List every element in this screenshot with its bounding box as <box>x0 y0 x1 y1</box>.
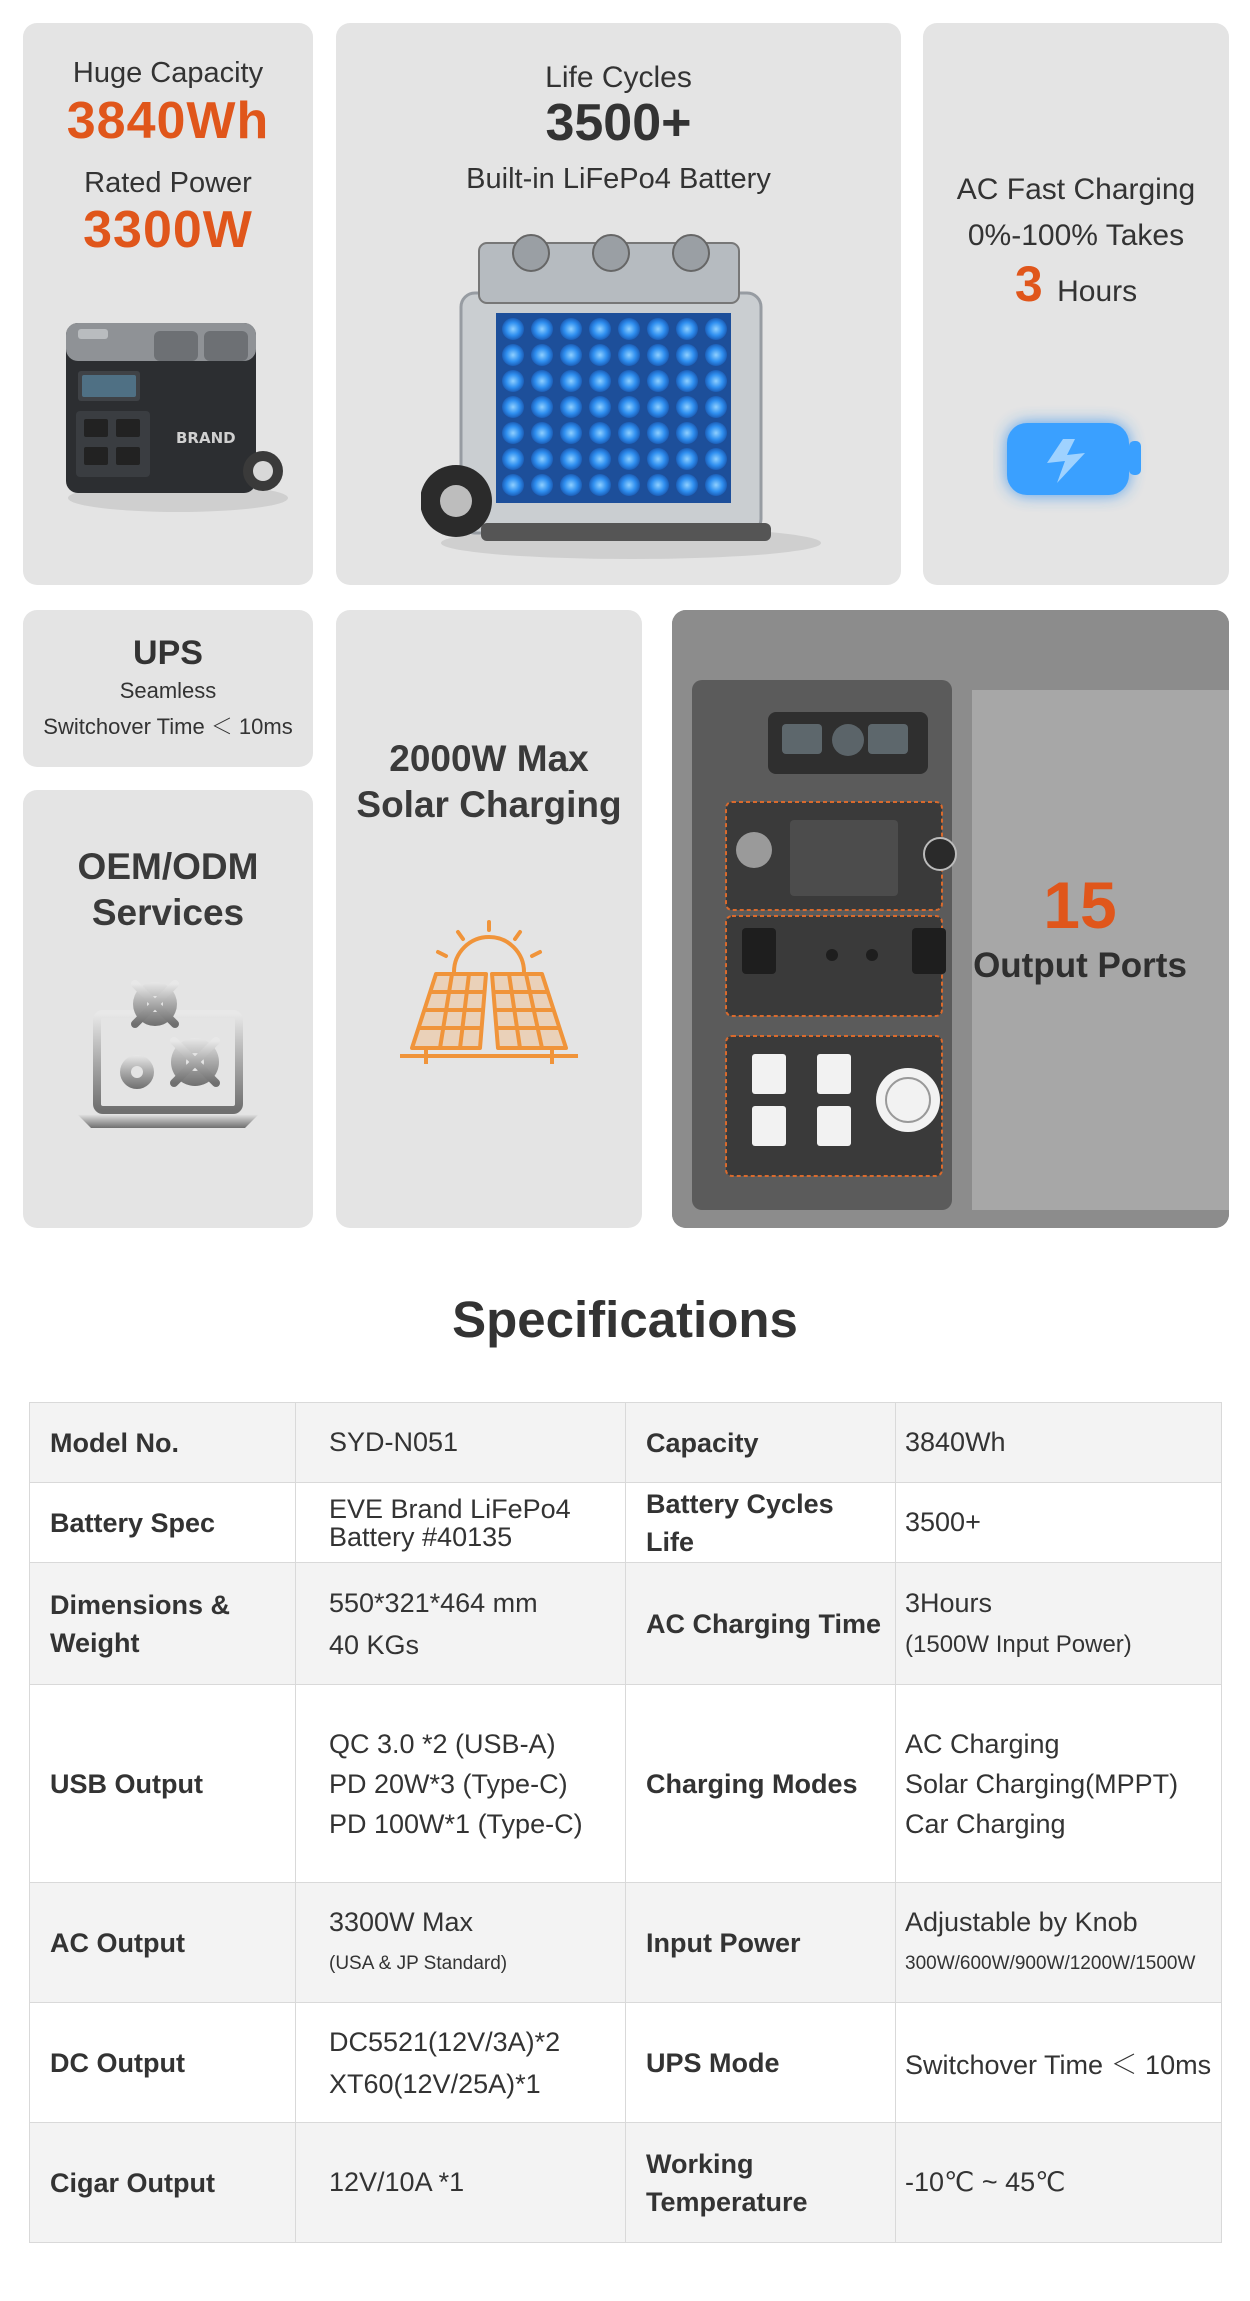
battery-cell <box>589 396 611 418</box>
solar-line1: 2000W Max <box>389 738 589 779</box>
battery-cell <box>676 344 698 366</box>
battery-cell <box>531 396 553 418</box>
spec-value <box>296 1563 626 1685</box>
spec-label: Battery Spec <box>30 1483 296 1563</box>
oem-line2: Services <box>91 892 245 933</box>
battery-cell <box>531 422 553 444</box>
battery-cell <box>705 344 727 366</box>
ports-number: 15 <box>1043 868 1117 942</box>
battery-cell <box>676 448 698 470</box>
spec-value-line: 40 KGs <box>329 1629 420 1660</box>
spec-value-line: PD 100W*1 (Type-C) <box>329 1808 583 1839</box>
capacity-card <box>23 23 313 585</box>
spec-value-line: 550*321*464 mm <box>329 1587 538 1618</box>
specifications-table <box>29 1402 1222 2243</box>
spec-label: DC Output <box>30 2003 296 2123</box>
spec-label: Charging Modes <box>626 1685 896 1883</box>
charge-hours-unit: Hours <box>1057 275 1138 308</box>
battery-cell <box>705 370 727 392</box>
battery-cell <box>618 344 640 366</box>
spec-value <box>896 1483 1222 1563</box>
life-cycles-value: 3500+ <box>545 94 692 152</box>
spec-value-line: 12V/10A *1 <box>329 2167 465 2197</box>
battery-cell <box>502 448 524 470</box>
output-ports-card <box>672 610 1229 1228</box>
ports-text-group <box>930 868 1229 986</box>
spec-value-line: EVE Brand LiFePo4 <box>329 1493 571 1524</box>
spec-value-line: 3Hours <box>905 1587 993 1618</box>
spec-value <box>896 2003 1222 2123</box>
spec-value-line: 300W/600W/900W/1200W/1500W <box>905 1952 1196 1974</box>
battery-cell <box>705 448 727 470</box>
sun-icon <box>438 922 540 972</box>
oem-line1: OEM/ODM <box>77 846 259 887</box>
battery-charging-icon <box>993 403 1163 513</box>
battery-cell <box>647 370 669 392</box>
solar-line2: Solar Charging <box>356 784 622 825</box>
battery-cell <box>589 422 611 444</box>
battery-cell <box>531 318 553 340</box>
battery-cell <box>502 318 524 340</box>
battery-cell <box>502 422 524 444</box>
battery-cell <box>676 422 698 444</box>
battery-cell <box>618 318 640 340</box>
battery-cell <box>502 474 524 496</box>
battery-cell <box>589 448 611 470</box>
battery-cell <box>618 370 640 392</box>
battery-cell <box>589 344 611 366</box>
battery-cell <box>502 396 524 418</box>
battery-cell <box>705 422 727 444</box>
battery-cell <box>618 422 640 444</box>
spec-value <box>896 1685 1222 1883</box>
battery-cell <box>676 318 698 340</box>
gear-laptop-icon <box>75 970 261 1130</box>
spec-value-line: 3300W Max <box>329 1906 474 1937</box>
battery-type-label: Built-in LiFePo4 Battery <box>466 163 771 195</box>
battery-cell <box>502 344 524 366</box>
battery-cell <box>560 370 582 392</box>
ups-line1: Seamless <box>119 678 217 703</box>
battery-cell <box>647 448 669 470</box>
spec-row <box>30 1685 1222 1883</box>
spec-label: UPS Mode <box>626 2003 896 2123</box>
spec-label: AC Charging Time <box>626 1563 896 1685</box>
rated-power-label: Rated Power <box>84 167 252 199</box>
spec-row <box>30 2003 1222 2123</box>
ups-line2: Switchover Time ＜ 10ms <box>43 714 293 739</box>
capacity-label: Huge Capacity <box>72 57 264 89</box>
battery-cell <box>647 422 669 444</box>
spec-value <box>296 2123 626 2243</box>
battery-cell <box>589 318 611 340</box>
battery-cell <box>531 370 553 392</box>
battery-cell <box>676 396 698 418</box>
spec-label: AC Output <box>30 1883 296 2003</box>
battery-cell <box>618 474 640 496</box>
battery-cell <box>589 370 611 392</box>
battery-cell <box>705 396 727 418</box>
battery-cell <box>531 344 553 366</box>
spec-label: Dimensions & Weight <box>30 1563 296 1685</box>
spec-label: Capacity <box>626 1403 896 1483</box>
spec-value <box>896 1883 1222 2003</box>
capacity-value: 3840Wh <box>66 92 270 150</box>
battery-cell <box>705 318 727 340</box>
spec-value-line: Car Charging <box>905 1808 1066 1839</box>
spec-row <box>30 1403 1222 1483</box>
battery-cell <box>647 396 669 418</box>
spec-value-line: -10℃ ~ 45℃ <box>905 2167 1066 2197</box>
spec-value-line: Adjustable by Knob <box>905 1906 1138 1937</box>
battery-cell <box>589 474 611 496</box>
charge-range-label: 0%-100% Takes <box>967 219 1185 252</box>
battery-cell <box>676 370 698 392</box>
battery-cell <box>705 474 727 496</box>
spec-value-line: XT60(12V/25A)*1 <box>329 2068 541 2099</box>
spec-label: Working Temperature <box>626 2123 896 2243</box>
battery-cell <box>560 474 582 496</box>
spec-value-line: Solar Charging(MPPT) <box>905 1768 1179 1799</box>
spec-value <box>296 1883 626 2003</box>
ports-label: Output Ports <box>973 946 1187 985</box>
solar-charging-card <box>336 610 642 1228</box>
battery-cell <box>560 422 582 444</box>
spec-value <box>296 1685 626 1883</box>
spec-value-line: (1500W Input Power) <box>905 1630 1132 1658</box>
spec-value-line: Switchover Time ＜ 10ms <box>905 2050 1212 2080</box>
spec-label: USB Output <box>30 1685 296 1883</box>
spec-label: Battery Cycles Life <box>626 1483 896 1563</box>
ac-fast-charging-card <box>923 23 1229 585</box>
spec-value-line: 3840Wh <box>905 1427 1006 1457</box>
battery-cell <box>560 344 582 366</box>
battery-cell <box>560 396 582 418</box>
spec-value-line: PD 20W*3 (Type-C) <box>329 1768 568 1799</box>
spec-value-line: (USA & JP Standard) <box>329 1952 508 1974</box>
spec-row <box>30 1883 1222 2003</box>
battery-cell <box>531 448 553 470</box>
battery-cell <box>647 318 669 340</box>
spec-value <box>896 2123 1222 2243</box>
battery-cell <box>560 448 582 470</box>
ac-fast-charging-label: AC Fast Charging <box>956 173 1196 206</box>
spec-value <box>296 1483 626 1563</box>
battery-cell <box>676 474 698 496</box>
spec-label: Cigar Output <box>30 2123 296 2243</box>
spec-value-line: QC 3.0 *2 (USB-A) <box>329 1728 556 1759</box>
life-cycles-label: Life Cycles <box>545 61 692 94</box>
ups-card <box>23 610 313 767</box>
battery-cells-image <box>421 223 821 563</box>
solar-panel-icon <box>396 920 582 1066</box>
battery-cell <box>502 370 524 392</box>
spec-label: Input Power <box>626 1883 896 2003</box>
charge-time <box>923 255 1229 313</box>
spec-row <box>30 1563 1222 1685</box>
spec-value-line: Battery #40135 <box>329 1521 513 1552</box>
spec-row <box>30 2123 1222 2243</box>
life-cycles-card <box>336 23 901 585</box>
spec-value-line: 3500+ <box>905 1507 981 1537</box>
rated-power-value: 3300W <box>83 201 253 259</box>
spec-value <box>896 1563 1222 1685</box>
spec-value-line: AC Charging <box>905 1728 1060 1759</box>
spec-label: Model No. <box>30 1403 296 1483</box>
battery-cell <box>647 344 669 366</box>
ups-title: UPS <box>133 634 203 672</box>
specifications-title: Specifications <box>452 1291 798 1348</box>
spec-value <box>296 2003 626 2123</box>
power-station-image <box>58 293 298 523</box>
spec-value <box>896 1403 1222 1483</box>
brand-text: BRAND <box>176 429 236 447</box>
battery-cell <box>647 474 669 496</box>
charge-hours-number: 3 <box>1014 256 1043 312</box>
battery-cell <box>618 448 640 470</box>
battery-cell <box>531 474 553 496</box>
spec-value-line: DC5521(12V/3A)*2 <box>329 2026 561 2057</box>
battery-cell <box>618 396 640 418</box>
spec-value-line: SYD-N051 <box>329 1427 459 1457</box>
battery-cell <box>560 318 582 340</box>
spec-value <box>296 1403 626 1483</box>
oem-odm-card <box>23 790 313 1228</box>
spec-row <box>30 1483 1222 1563</box>
